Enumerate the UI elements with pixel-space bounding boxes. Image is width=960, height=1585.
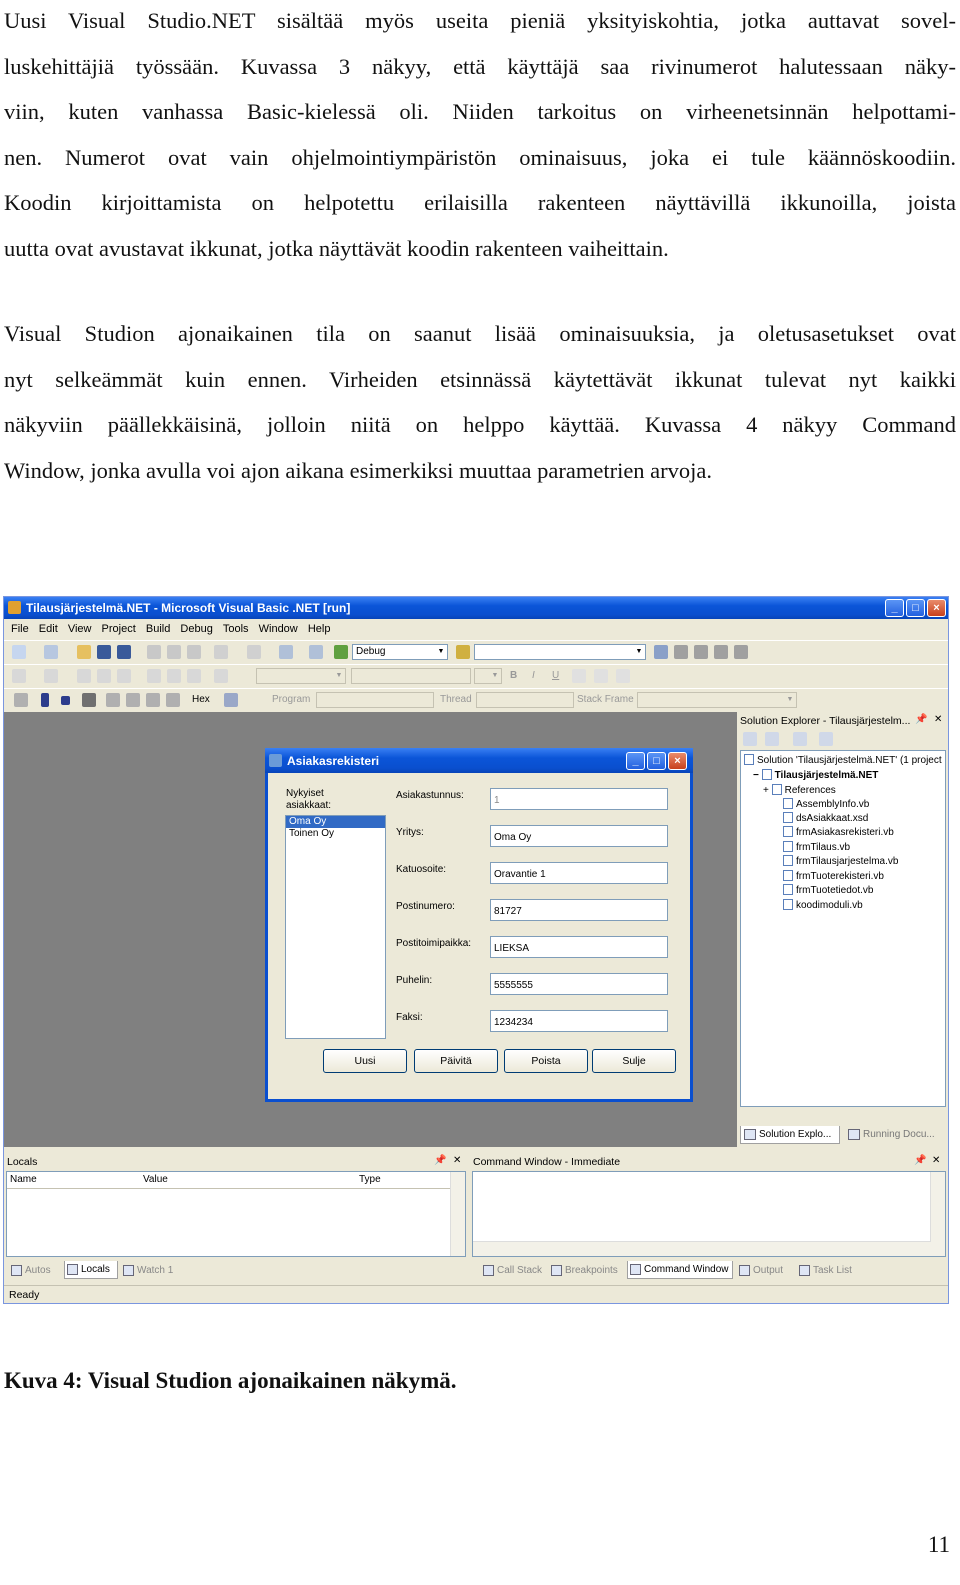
tab-watch-1[interactable]: Watch 1 [120,1261,184,1279]
continue-icon[interactable] [14,693,28,707]
tab-locals[interactable]: Locals [64,1261,118,1279]
locals-grid-header [7,1172,451,1189]
postinumero-field[interactable]: 81727 [490,899,668,921]
stack-frame-label: Stack Frame [577,694,634,705]
autos-icon [11,1265,22,1276]
command-window-tabs [472,1261,946,1279]
close-pane-icon[interactable]: ✕ [453,1155,462,1166]
open-icon[interactable] [77,645,91,659]
task-list-icon [799,1265,810,1276]
tree-item[interactable]: + References [763,785,836,796]
locals-pane [4,1153,468,1281]
tree-item[interactable]: frmTilausjarjestelma.vb [783,855,898,867]
solution-icon [744,754,754,765]
step-into-icon[interactable] [126,693,140,707]
column-header[interactable]: Type [359,1174,381,1185]
pin-icon[interactable]: 📌 [914,1155,927,1166]
dialog-minimize-button[interactable]: _ [626,752,645,770]
prev-bookmark-icon[interactable] [147,669,161,683]
command-window-header [470,1153,948,1171]
page-number: 11 [927,1532,950,1557]
navigate-back-icon[interactable] [279,645,293,659]
menu-bar [4,619,948,638]
form-file-icon [783,841,793,852]
watch-icon [123,1265,134,1276]
locals-tabs [6,1261,466,1279]
form-file-icon [783,884,793,895]
sulje-button[interactable]: Sulje [592,1049,676,1073]
new-project-icon[interactable] [12,645,26,659]
status-bar [4,1285,948,1303]
menu-view[interactable]: View [67,623,92,635]
paragraph-line: nen. Numerot ovat vain ohjelmointiympäristön ominaisuus, joka ei tule käännöskoodiin. [4,144,956,170]
refresh-icon[interactable] [765,732,779,746]
paragraph-line: Koodin kirjoittamista on helpotettu erilaisilla rakenteen näyttävillä ikkunoilla, joista [4,190,956,215]
breakpoints-icon [551,1265,562,1276]
form-file-icon [783,855,793,866]
chevron-down-icon: ▼ [635,648,643,655]
form-file-icon [783,826,793,837]
italic-button[interactable]: I [532,670,535,681]
menu-project[interactable]: Project [101,623,136,635]
menu-tools[interactable]: Tools [222,623,249,635]
find-icon[interactable] [456,645,470,659]
show-next-statement-icon[interactable] [106,693,120,707]
pause-icon[interactable] [41,693,49,707]
puhelin-field[interactable]: 5555555 [490,973,668,995]
figure-caption: Kuva 4: Visual Studion ajonaikainen näkymä. [4,1368,457,1393]
chevron-down-icon: ▼ [437,648,445,655]
thread-combo[interactable] [476,692,574,708]
vs-screenshot [3,596,949,1304]
thread-label: Thread [440,694,472,705]
navigate-forward-icon[interactable] [309,645,323,659]
tree-item[interactable]: AssemblyInfo.vb [783,798,869,810]
minimize-button[interactable]: _ [885,599,904,617]
asiakasrekisteri-dialog [265,748,693,1102]
program-label: Program [272,694,311,705]
dialog-maximize-button[interactable]: □ [647,752,666,770]
uncomment-icon[interactable] [97,669,111,683]
paragraph-line: Uusi Visual Studio.NET sisältää myös useita pieniä yksityiskohtia, jotka auttavat sovel- [4,8,956,33]
bold-button[interactable]: B [510,670,518,681]
bookmark-icon[interactable] [117,669,131,683]
more-tools-icon[interactable] [734,645,748,659]
tree-item[interactable]: frmTuoterekisteri.vb [783,870,884,882]
add-item-icon[interactable] [44,645,58,659]
debug-toolbar [4,688,948,713]
align-right-icon[interactable] [616,669,630,683]
restart-icon[interactable] [82,693,96,707]
tree-item[interactable]: koodimoduli.vb [783,899,863,911]
paragraph-line: näkyviin päällekkäisinä, jolloin niitä on helppo käyttää. Kuvassa 4 näkyy Command [4,412,956,437]
maximize-button[interactable]: □ [906,599,925,617]
size-combo[interactable] [474,668,502,684]
align-icon[interactable] [214,669,228,683]
redo-icon[interactable] [247,645,261,659]
solution-explorer-tabs [740,1126,946,1146]
locals-header [4,1153,468,1171]
font-combo[interactable] [256,668,346,684]
menu-build[interactable]: Build [145,623,171,635]
paragraph-line: luskehittäjiä työssään. Kuvassa 3 näkyy, että käyttäjä saa rivinumerot halutessaan näky- [4,53,956,79]
solution-tree [740,750,946,1107]
paragraph-line: viin, kuten vanhassa Basic-kielessä oli. Niiden tarkoitus on virheenetsinnän helpottami- [4,99,956,124]
command-window-title: Command Window - Immediate [473,1156,621,1168]
column-header[interactable]: Value [143,1174,168,1185]
paragraph-line: Visual Studion ajonaikainen tila on saanut lisää ominaisuuksia, ja oletusasetukset ovat [4,321,956,346]
step-over-icon[interactable] [146,693,160,707]
paragraph-line: nyt selkeämmät kuin ennen. Virheiden etsinnässä käytettävät ikkunat tulevat nyt kaikki [4,366,956,392]
tab-output[interactable]: Output [736,1261,792,1279]
field-label: Postitoimipaikka: [396,938,472,949]
locals-title: Locals [7,1156,38,1168]
tab-breakpoints[interactable]: Breakpoints [548,1261,624,1279]
pin-icon[interactable]: 📌 [434,1155,447,1166]
step-out-icon[interactable] [166,693,180,707]
window-titlebar [4,597,948,619]
tab-solution-explorer[interactable]: Solution Explo... [740,1126,840,1144]
paragraph-2 [4,311,956,493]
solution-explorer-pane [737,712,948,1147]
horizontal-scrollbar[interactable] [473,1241,931,1256]
view-code-icon[interactable] [819,732,833,746]
standard-toolbar [4,640,948,665]
column-header[interactable]: Name [10,1174,37,1185]
uusi-button[interactable]: Uusi [323,1049,407,1073]
chevron-down-icon: ▼ [335,672,343,679]
next-bookmark-icon[interactable] [167,669,181,683]
align-center-icon[interactable] [594,669,608,683]
collapse-icon: − [753,770,759,781]
output-icon [739,1265,750,1276]
menu-debug[interactable]: Debug [180,623,213,635]
tree-project[interactable]: − Tilausjärjestelmä.NET [753,770,879,781]
hex-button[interactable]: Hex [192,694,210,705]
solution-explorer-icon[interactable] [654,645,668,659]
poista-button[interactable]: Poista [504,1049,588,1073]
underline-button[interactable]: U [552,670,560,681]
class-view-icon[interactable] [714,645,728,659]
field-label: Katuosoite: [396,864,447,875]
vs-app-icon [8,601,21,614]
paste-icon[interactable] [187,645,201,659]
vb-file-icon [783,798,793,809]
vertical-scrollbar[interactable] [450,1172,465,1256]
locals-icon [67,1264,78,1275]
toolbox-icon[interactable] [694,645,708,659]
pin-icon[interactable]: 📌 [915,714,928,725]
solution-explorer-icon [744,1129,756,1140]
xsd-file-icon [783,812,793,823]
outdent-icon[interactable] [44,669,58,683]
tree-item[interactable]: frmTuotetiedot.vb [783,884,873,896]
command-window-pane [470,1153,948,1281]
tab-running-documents[interactable]: Running Docu... [844,1126,944,1144]
formatting-toolbar [4,664,948,689]
dialog-close-button[interactable]: × [668,752,687,770]
vb-file-icon [783,899,793,910]
start-icon[interactable] [334,645,348,659]
list-item[interactable]: Toinen Oy [289,828,335,839]
tree-item[interactable]: frmAsiakasrekisteri.vb [783,826,894,838]
call-stack-icon [483,1265,494,1276]
solution-explorer-title: Solution Explorer - Tilausjärjestelm... [740,715,911,727]
running-documents-icon [848,1129,860,1140]
field-label: Yritys: [396,827,424,838]
asiakastunnus-field[interactable]: 1 [490,788,668,810]
save-all-icon[interactable] [117,645,131,659]
close-button[interactable]: × [927,599,946,617]
postitoimipaikka-field[interactable]: LIEKSA [490,936,668,958]
properties-icon[interactable] [743,732,757,746]
tree-item[interactable]: frmTilaus.vb [783,841,850,853]
clear-bookmarks-icon[interactable] [187,669,201,683]
dialog-title: Asiakasrekisteri [287,754,380,768]
customers-label-2: asiakkaat: [286,800,332,811]
dialog-titlebar [265,748,693,773]
menu-file[interactable]: File [11,623,29,635]
field-label: Postinumero: [396,901,455,912]
close-pane-icon[interactable]: ✕ [934,714,943,725]
solution-config-select[interactable]: Debug ▼ [352,644,448,660]
customer-list[interactable] [285,815,386,1039]
field-label: Puhelin: [396,975,433,986]
properties-icon[interactable] [674,645,688,659]
comment-icon[interactable] [77,669,91,683]
tree-solution[interactable]: Solution 'Tilausjärjestelmä.NET' (1 project [744,754,942,766]
paragraph-line: Window, jonka avulla voi ajon aikana esimerkiksi muuttaa parametrien arvoja. [4,457,713,483]
menu-help[interactable]: Help [307,623,331,635]
paragraph-line: uutta ovat avustavat ikkunat, jotka näyttävät koodin rakenteen vaiheittain. [4,235,669,261]
paragraph-1 [4,0,956,271]
vertical-scrollbar[interactable] [930,1172,945,1256]
field-label: Asiakastunnus: [396,790,464,801]
menu-window[interactable]: Window [258,623,298,635]
status-text: Ready [9,1289,40,1301]
references-icon [772,784,782,795]
list-item[interactable]: Oma Oy [286,816,385,828]
expand-icon: + [763,785,769,796]
tab-task-list[interactable]: Task List [796,1261,866,1279]
find-combo[interactable] [474,644,646,660]
show-all-files-icon[interactable] [793,732,807,746]
project-icon [762,769,772,780]
tab-call-stack[interactable]: Call Stack [480,1261,546,1279]
program-combo[interactable] [316,692,434,708]
chevron-down-icon: ▼ [491,672,499,679]
command-window-input[interactable] [472,1171,946,1257]
save-icon[interactable] [97,645,111,659]
window-title: Tilausjärjestelmä.NET - Microsoft Visual Basic .NET [run] [26,601,351,615]
undo-icon[interactable] [214,645,228,659]
customers-label: Nykyiset [286,788,324,799]
stop-icon[interactable] [61,696,70,705]
solution-explorer-header [737,712,948,730]
close-pane-icon[interactable]: ✕ [932,1155,941,1166]
breakpoints-icon[interactable] [224,693,238,707]
chevron-down-icon: ▼ [786,696,794,703]
faksi-field[interactable]: 1234234 [490,1010,668,1032]
tab-autos[interactable]: Autos [8,1261,62,1279]
command-window-icon [630,1264,641,1275]
copy-icon[interactable] [167,645,181,659]
indent-icon[interactable] [12,669,26,683]
yritys-field[interactable]: Oma Oy [490,825,668,847]
form-file-icon [783,870,793,881]
tab-command-window[interactable]: Command Window [627,1261,733,1279]
menu-edit[interactable]: Edit [38,623,58,635]
tree-item[interactable]: dsAsiakkaat.xsd [783,812,868,824]
form-icon [269,754,282,767]
stack-frame-combo[interactable] [637,692,797,708]
katuosoite-field[interactable]: Oravantie 1 [490,862,668,884]
align-left-icon[interactable] [572,669,586,683]
paivita-button[interactable]: Päivitä [414,1049,498,1073]
font-size-combo[interactable] [351,668,471,684]
locals-grid [6,1171,466,1257]
field-label: Faksi: [396,1012,423,1023]
cut-icon[interactable] [147,645,161,659]
